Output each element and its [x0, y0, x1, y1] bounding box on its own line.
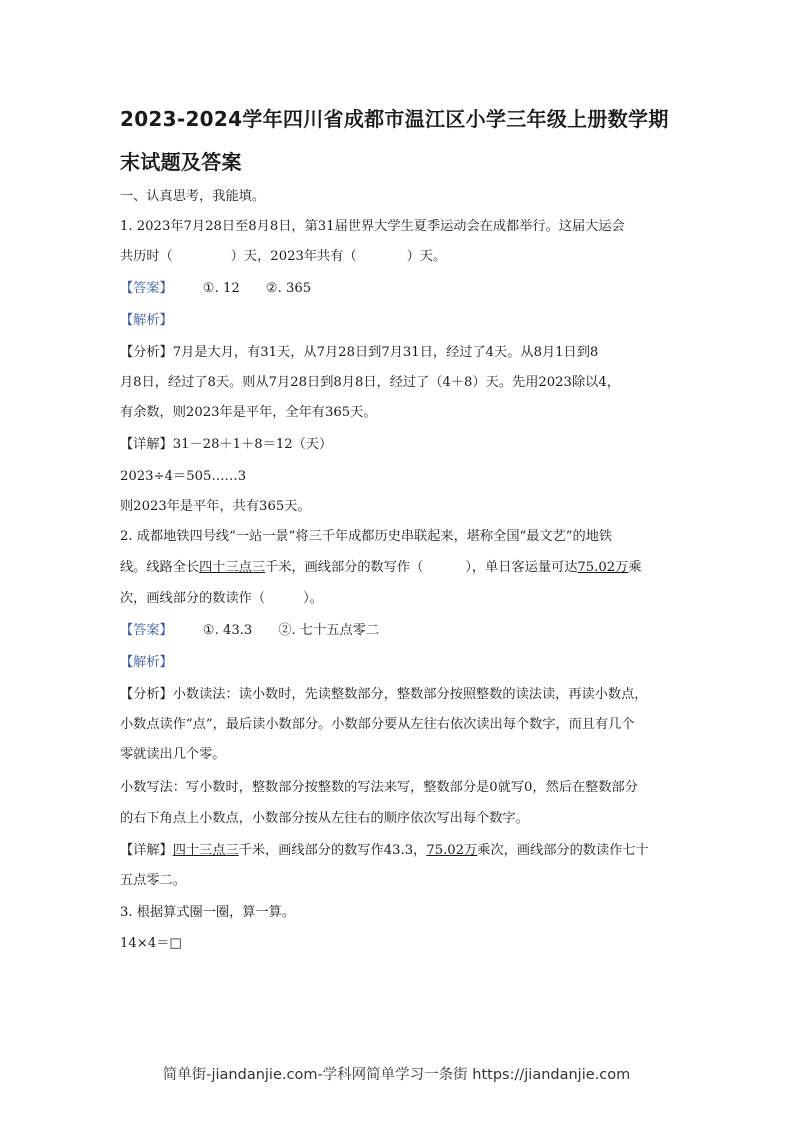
q2-text-line-1: 2. 成都地铁四号线“一站一景”将三千年成都历史串联起来，堪称全国“最文艺”的地铁	[120, 529, 613, 544]
document-title-line-1: 2023-2024学年四川省成都市温江区小学三年级上册数学期	[120, 107, 669, 131]
q2-fenxi-line-2: 小数点读作“点”，最后读小数部分。小数部分要从左往右依次读出每个数字，而且有几个	[120, 717, 635, 732]
q1-fenxi-line-1	[120, 344, 680, 362]
q2-fenxi-line-3: 零就读出几个零。	[120, 747, 226, 762]
q2-text-part: 乘	[628, 560, 642, 575]
q2-text-part: ），单日客运量可达	[465, 560, 578, 575]
q2-text-part: 线。线路全长	[120, 560, 200, 575]
q1-text-line-2	[120, 248, 680, 266]
q3-text-line-1: 3. 根据算式圈一圈，算一算。	[120, 905, 296, 920]
q2-text-part: 次，画线部分的数读作（	[120, 591, 266, 606]
q2-jiexi	[120, 654, 680, 672]
q1-xiangjie-text: 31－28＋1＋8＝12（天）	[172, 437, 333, 452]
q1-text-part: 共历时（	[120, 249, 173, 264]
answer-tag: 【答案】	[120, 281, 173, 296]
q1-fenxi-line-3: 有余数，则2023年是平年，全年有365天。	[120, 405, 377, 420]
answer-tag: 【答案】	[120, 623, 173, 638]
q2-write-line-1: 小数写法：写小数时，整数部分按整数的写法来写，整数部分是0就写0，然后在整数部分	[120, 780, 638, 795]
analysis-tag: 【解析】	[120, 655, 173, 670]
q2-text-line-3	[120, 590, 680, 608]
q1-answer	[120, 280, 680, 298]
q2-underlined-number: 四十三点三	[199, 560, 266, 575]
q1-xiangjie-line-3: 则2023年是平年，共有365天。	[120, 499, 311, 514]
q2-fenxi-text: 小数读法：读小数时，先读整数部分，整数部分按照整数的读法读，再读小数点，	[172, 687, 648, 702]
q1-text-part: ）天。	[406, 249, 447, 264]
q1-xiangjie-line-2: 2023÷4＝505……3	[120, 469, 247, 484]
q1-fenxi-text: 7月是大月，有31天，从7月28日到7月31日，经过了4天。从8月1日到8	[172, 345, 599, 360]
q1-fenxi-line-2: 月8日，经过了8天。则从7月28日到8月8日，经过了（4＋8）天。先用2023除以4，	[120, 375, 620, 390]
q1-answer-1: ①. 12	[202, 281, 240, 296]
q2-xiangjie-text: 千米，画线部分的数写作43.3，	[238, 843, 427, 858]
fenxi-tag: 【分析】	[120, 687, 173, 702]
q2-write-line-2: 的右下角点上小数点，小数部分按从左往右的顺序依次写出每个数字。	[120, 811, 529, 826]
section-heading: 一、认真思考，我能填。	[120, 189, 266, 204]
xiangjie-tag: 【详解】	[120, 843, 173, 858]
q1-text-line-1: 1. 2023年7月28日至8月8日，第31届世界大学生夏季运动会在成都举行。这届大运会	[120, 219, 625, 234]
q2-underlined-number: 75.02万	[426, 843, 478, 858]
analysis-tag: 【解析】	[120, 313, 173, 328]
xiangjie-tag: 【详解】	[120, 437, 173, 452]
document-title-line-2: 末试题及答案	[120, 150, 242, 174]
q2-underlined-number: 四十三点三	[172, 843, 239, 858]
q1-answer-2: ②. 365	[265, 281, 312, 296]
q2-answer	[120, 622, 680, 640]
q2-text-part: 千米，画线部分的数写作（	[265, 560, 424, 575]
page-footer-watermark: 简单街-jiandanjie.com-学科网简单学习一条街 https://jiandanjie.com	[162, 1067, 631, 1083]
q2-answer-1: ①. 43.3	[202, 623, 253, 638]
q1-text-part: ）天，2023年共有（	[230, 249, 357, 264]
q2-text-line-2	[120, 559, 680, 577]
q2-fenxi-line-1	[120, 686, 680, 704]
q3-formula: 14×4＝□	[120, 936, 182, 951]
q2-xiangjie-line-1	[120, 842, 680, 860]
q2-xiangjie-text: 乘次，画线部分的数读作七十	[477, 843, 649, 858]
q1-xiangjie-line-1	[120, 436, 680, 454]
q2-xiangjie-line-2: 五点零二。	[120, 873, 186, 888]
q2-text-part: ）。	[303, 591, 323, 606]
q1-jiexi	[120, 312, 680, 330]
q2-underlined-number: 75.02万	[577, 560, 629, 575]
q2-answer-2: ②. 七十五点零二	[278, 623, 380, 638]
fenxi-tag: 【分析】	[120, 345, 173, 360]
